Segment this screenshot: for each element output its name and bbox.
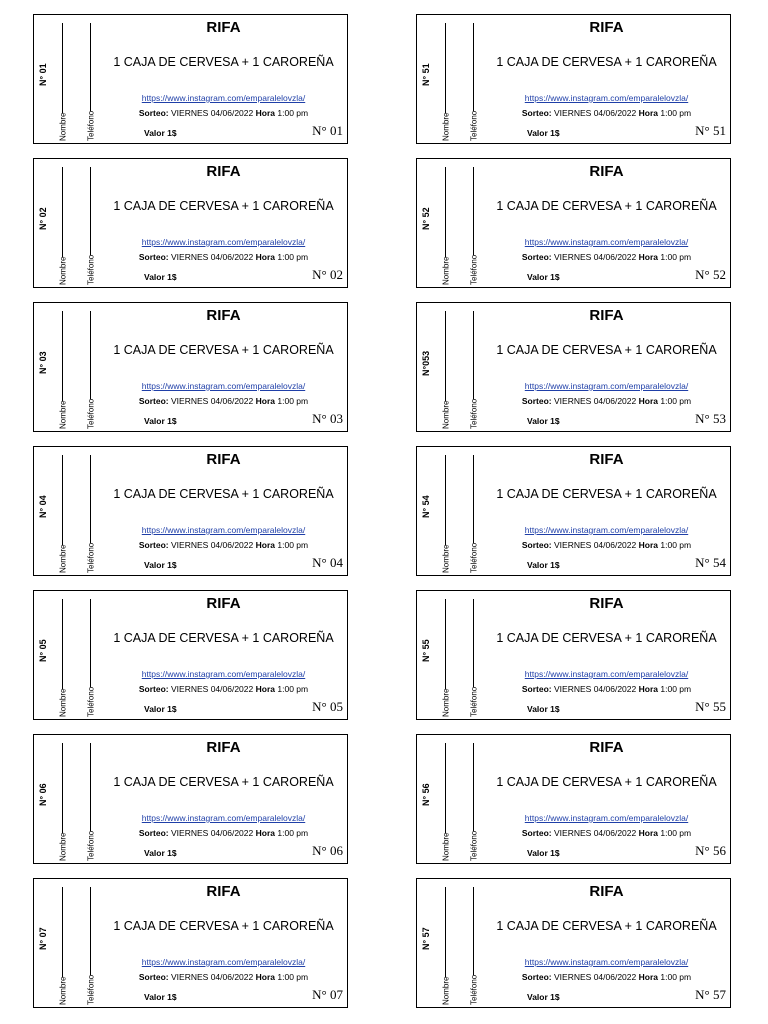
hora-value: 1:00 pm [277, 684, 309, 694]
sorteo-info [487, 828, 726, 838]
ticket-number: N° 54 [695, 555, 726, 570]
stub-number: N° 06 [38, 783, 48, 807]
ticket-prize: 1 CAJA DE CERVESA + 1 CAROREÑA [113, 343, 334, 357]
sorteo-info [104, 684, 343, 694]
sorteo-date: VIERNES 04/06/2022 [171, 540, 254, 550]
sorteo-info [487, 684, 726, 694]
telefono-label: Teléfono [86, 254, 96, 285]
sorteo-label: Sorteo: [521, 252, 552, 262]
instagram-link[interactable]: https://www.instagram.com/emparalelovzla/ [524, 237, 689, 247]
ticket-prize: 1 CAJA DE CERVESA + 1 CAROREÑA [113, 775, 334, 789]
raffle-ticket [416, 590, 731, 720]
sorteo-info [487, 540, 726, 550]
ticket-title: RIFA [206, 883, 241, 900]
ticket-title: RIFA [206, 739, 241, 756]
stub-number: N° 02 [38, 207, 48, 231]
sorteo-label: Sorteo: [138, 684, 169, 694]
sorteo-label: Sorteo: [138, 396, 169, 406]
ticket-price: Valor 1$ [527, 560, 560, 570]
ticket-body [104, 15, 343, 143]
stub-number: N° 07 [38, 927, 48, 951]
ticket-body [104, 879, 343, 1007]
sorteo-date: VIERNES 04/06/2022 [554, 972, 637, 982]
nombre-label: Nombre [58, 544, 68, 573]
ticket-price: Valor 1$ [144, 848, 177, 858]
stub-number: N° 05 [38, 639, 48, 663]
telefono-field [467, 743, 481, 861]
raffle-ticket [33, 14, 348, 144]
raffle-ticket [33, 734, 348, 864]
instagram-link[interactable]: https://www.instagram.com/emparalelovzla/ [141, 93, 306, 103]
ticket-body [104, 303, 343, 431]
instagram-link[interactable]: https://www.instagram.com/emparalelovzla/ [524, 669, 689, 679]
sorteo-label: Sorteo: [521, 540, 552, 550]
telefono-field [467, 311, 481, 429]
hora-label: Hora [638, 972, 658, 982]
ticket-price: Valor 1$ [527, 704, 560, 714]
ticket-prize: 1 CAJA DE CERVESA + 1 CAROREÑA [113, 487, 334, 501]
ticket-prize: 1 CAJA DE CERVESA + 1 CAROREÑA [496, 631, 717, 645]
ticket-number: N° 57 [695, 987, 726, 1002]
sorteo-label: Sorteo: [521, 684, 552, 694]
sorteo-date: VIERNES 04/06/2022 [171, 684, 254, 694]
ticket-price: Valor 1$ [144, 416, 177, 426]
stub-number: N° 04 [38, 495, 48, 519]
instagram-link[interactable]: https://www.instagram.com/emparalelovzla/ [524, 381, 689, 391]
nombre-blank-line [63, 887, 64, 977]
telefono-field [84, 23, 98, 141]
sorteo-info [487, 108, 726, 118]
telefono-label: Teléfono [469, 398, 479, 429]
raffle-ticket [416, 446, 731, 576]
sorteo-date: VIERNES 04/06/2022 [171, 252, 254, 262]
nombre-blank-line [446, 887, 447, 977]
hora-value: 1:00 pm [660, 540, 692, 550]
nombre-blank-line [63, 455, 64, 545]
sorteo-date: VIERNES 04/06/2022 [554, 684, 637, 694]
stub-number: N° 01 [38, 63, 48, 87]
hora-value: 1:00 pm [277, 108, 309, 118]
telefono-blank-line [91, 887, 92, 975]
hora-label: Hora [638, 252, 658, 262]
telefono-label: Teléfono [469, 542, 479, 573]
ticket-number: N° 06 [312, 843, 343, 858]
telefono-field [467, 167, 481, 285]
nombre-blank-line [63, 23, 64, 113]
sorteo-info [104, 540, 343, 550]
ticket-title: RIFA [206, 595, 241, 612]
ticket-number: N° 04 [312, 555, 343, 570]
ticket-prize: 1 CAJA DE CERVESA + 1 CAROREÑA [113, 919, 334, 933]
sorteo-label: Sorteo: [138, 252, 169, 262]
nombre-label: Nombre [441, 544, 451, 573]
ticket-title: RIFA [206, 19, 241, 36]
ticket-number: N° 03 [312, 411, 343, 426]
ticket-body [487, 15, 726, 143]
nombre-field [439, 599, 453, 717]
telefono-blank-line [474, 887, 475, 975]
sorteo-date: VIERNES 04/06/2022 [171, 828, 254, 838]
ticket-title: RIFA [589, 739, 624, 756]
hora-label: Hora [638, 540, 658, 550]
raffle-ticket [33, 446, 348, 576]
ticket-price: Valor 1$ [144, 704, 177, 714]
ticket-title: RIFA [589, 595, 624, 612]
telefono-field [84, 599, 98, 717]
ticket-body [487, 303, 726, 431]
ticket-number: N° 51 [695, 123, 726, 138]
ticket-body [104, 591, 343, 719]
ticket-number: N° 05 [312, 699, 343, 714]
nombre-label: Nombre [441, 688, 451, 717]
hora-label: Hora [638, 396, 658, 406]
hora-label: Hora [255, 684, 275, 694]
sorteo-info [487, 396, 726, 406]
instagram-link[interactable]: https://www.instagram.com/emparalelovzla/ [524, 957, 689, 967]
sorteo-date: VIERNES 04/06/2022 [171, 396, 254, 406]
telefono-blank-line [91, 311, 92, 399]
sorteo-date: VIERNES 04/06/2022 [554, 396, 637, 406]
nombre-blank-line [446, 23, 447, 113]
raffle-ticket [416, 734, 731, 864]
instagram-link[interactable]: https://www.instagram.com/emparalelovzla/ [141, 813, 306, 823]
telefono-blank-line [474, 311, 475, 399]
ticket-prize: 1 CAJA DE CERVESA + 1 CAROREÑA [113, 631, 334, 645]
nombre-label: Nombre [441, 256, 451, 285]
ticket-price: Valor 1$ [527, 272, 560, 282]
stub-number: N° 03 [38, 351, 48, 375]
telefono-label: Teléfono [469, 686, 479, 717]
ticket-body [487, 735, 726, 863]
nombre-label: Nombre [58, 112, 68, 141]
hora-value: 1:00 pm [660, 252, 692, 262]
nombre-blank-line [446, 599, 447, 689]
instagram-link[interactable]: https://www.instagram.com/emparalelovzla/ [141, 957, 306, 967]
nombre-field [439, 455, 453, 573]
ticket-body [104, 735, 343, 863]
ticket-body [487, 591, 726, 719]
hora-label: Hora [255, 972, 275, 982]
telefono-field [467, 887, 481, 1005]
ticket-body [487, 159, 726, 287]
telefono-label: Teléfono [86, 830, 96, 861]
nombre-label: Nombre [58, 832, 68, 861]
nombre-field [439, 167, 453, 285]
hora-value: 1:00 pm [277, 828, 309, 838]
hora-value: 1:00 pm [277, 252, 309, 262]
sorteo-label: Sorteo: [521, 108, 552, 118]
telefono-blank-line [474, 167, 475, 255]
sorteo-info [104, 396, 343, 406]
sorteo-info [104, 828, 343, 838]
sorteo-date: VIERNES 04/06/2022 [554, 828, 637, 838]
ticket-prize: 1 CAJA DE CERVESA + 1 CAROREÑA [496, 775, 717, 789]
ticket-number: N° 56 [695, 843, 726, 858]
ticket-number: N° 01 [312, 123, 343, 138]
ticket-price: Valor 1$ [527, 128, 560, 138]
hora-label: Hora [638, 828, 658, 838]
raffle-ticket [33, 878, 348, 1008]
nombre-label: Nombre [441, 976, 451, 1005]
telefono-blank-line [91, 743, 92, 831]
ticket-price: Valor 1$ [527, 416, 560, 426]
instagram-link[interactable]: https://www.instagram.com/emparalelovzla/ [524, 813, 689, 823]
telefono-blank-line [91, 599, 92, 687]
ticket-price: Valor 1$ [144, 560, 177, 570]
hora-value: 1:00 pm [660, 828, 692, 838]
nombre-field [56, 455, 70, 573]
sorteo-label: Sorteo: [138, 828, 169, 838]
ticket-number: N° 53 [695, 411, 726, 426]
hora-label: Hora [255, 252, 275, 262]
hora-value: 1:00 pm [277, 972, 309, 982]
ticket-prize: 1 CAJA DE CERVESA + 1 CAROREÑA [113, 199, 334, 213]
nombre-field [439, 743, 453, 861]
ticket-prize: 1 CAJA DE CERVESA + 1 CAROREÑA [496, 199, 717, 213]
nombre-label: Nombre [58, 688, 68, 717]
stub-number: N° 54 [421, 495, 431, 519]
telefono-field [467, 23, 481, 141]
ticket-body [104, 447, 343, 575]
sorteo-date: VIERNES 04/06/2022 [554, 252, 637, 262]
telefono-field [467, 599, 481, 717]
telefono-blank-line [474, 455, 475, 543]
stub-number: N° 57 [421, 927, 431, 951]
sorteo-info [487, 252, 726, 262]
raffle-ticket [416, 302, 731, 432]
nombre-field [56, 23, 70, 141]
telefono-label: Teléfono [86, 110, 96, 141]
hora-value: 1:00 pm [277, 540, 309, 550]
nombre-field [56, 743, 70, 861]
ticket-prize: 1 CAJA DE CERVESA + 1 CAROREÑA [496, 487, 717, 501]
nombre-blank-line [63, 743, 64, 833]
nombre-blank-line [446, 311, 447, 401]
hora-label: Hora [255, 828, 275, 838]
nombre-blank-line [63, 599, 64, 689]
ticket-body [487, 879, 726, 1007]
hora-value: 1:00 pm [660, 108, 692, 118]
sorteo-info [104, 972, 343, 982]
stub-number: N° 56 [421, 783, 431, 807]
ticket-title: RIFA [589, 19, 624, 36]
telefono-field [84, 167, 98, 285]
raffle-ticket [33, 302, 348, 432]
hora-value: 1:00 pm [277, 396, 309, 406]
nombre-field [439, 311, 453, 429]
nombre-label: Nombre [58, 400, 68, 429]
nombre-blank-line [63, 311, 64, 401]
telefono-label: Teléfono [469, 254, 479, 285]
telefono-label: Teléfono [469, 830, 479, 861]
hora-label: Hora [638, 108, 658, 118]
telefono-label: Teléfono [86, 974, 96, 1005]
nombre-blank-line [446, 455, 447, 545]
hora-label: Hora [255, 108, 275, 118]
sorteo-label: Sorteo: [521, 396, 552, 406]
sorteo-label: Sorteo: [138, 108, 169, 118]
nombre-label: Nombre [441, 832, 451, 861]
sorteo-date: VIERNES 04/06/2022 [171, 108, 254, 118]
nombre-field [439, 887, 453, 1005]
ticket-title: RIFA [589, 163, 624, 180]
instagram-link[interactable]: https://www.instagram.com/emparalelovzla/ [524, 93, 689, 103]
ticket-title: RIFA [589, 307, 624, 324]
hora-value: 1:00 pm [660, 972, 692, 982]
telefono-blank-line [474, 599, 475, 687]
ticket-title: RIFA [589, 883, 624, 900]
raffle-ticket [33, 158, 348, 288]
raffle-ticket [416, 14, 731, 144]
nombre-field [56, 887, 70, 1005]
telefono-blank-line [474, 743, 475, 831]
sorteo-label: Sorteo: [521, 972, 552, 982]
telefono-blank-line [91, 455, 92, 543]
nombre-field [56, 599, 70, 717]
sorteo-date: VIERNES 04/06/2022 [554, 540, 637, 550]
nombre-label: Nombre [441, 400, 451, 429]
stub-number: N° 55 [421, 639, 431, 663]
ticket-title: RIFA [206, 163, 241, 180]
nombre-blank-line [446, 167, 447, 257]
nombre-field [439, 23, 453, 141]
telefono-field [467, 455, 481, 573]
telefono-label: Teléfono [86, 686, 96, 717]
telefono-blank-line [474, 23, 475, 111]
ticket-title: RIFA [589, 451, 624, 468]
nombre-label: Nombre [58, 256, 68, 285]
telefono-label: Teléfono [469, 110, 479, 141]
ticket-price: Valor 1$ [144, 272, 177, 282]
sorteo-info [104, 108, 343, 118]
instagram-link[interactable]: https://www.instagram.com/emparalelovzla/ [141, 381, 306, 391]
hora-label: Hora [638, 684, 658, 694]
ticket-price: Valor 1$ [527, 992, 560, 1002]
nombre-field [56, 311, 70, 429]
nombre-label: Nombre [58, 976, 68, 1005]
telefono-label: Teléfono [469, 974, 479, 1005]
ticket-body [104, 159, 343, 287]
ticket-number: N° 55 [695, 699, 726, 714]
sorteo-date: VIERNES 04/06/2022 [171, 972, 254, 982]
ticket-number: N° 52 [695, 267, 726, 282]
sorteo-info [487, 972, 726, 982]
raffle-ticket [416, 158, 731, 288]
ticket-body [487, 447, 726, 575]
telefono-label: Teléfono [86, 398, 96, 429]
ticket-number: N° 07 [312, 987, 343, 1002]
ticket-price: Valor 1$ [527, 848, 560, 858]
instagram-link[interactable]: https://www.instagram.com/emparalelovzla/ [141, 237, 306, 247]
nombre-blank-line [446, 743, 447, 833]
telefono-label: Teléfono [86, 542, 96, 573]
ticket-prize: 1 CAJA DE CERVESA + 1 CAROREÑA [496, 343, 717, 357]
hora-label: Hora [255, 540, 275, 550]
instagram-link[interactable]: https://www.instagram.com/emparalelovzla/ [524, 525, 689, 535]
nombre-field [56, 167, 70, 285]
hora-value: 1:00 pm [660, 396, 692, 406]
sorteo-label: Sorteo: [138, 972, 169, 982]
instagram-link[interactable]: https://www.instagram.com/emparalelovzla/ [141, 525, 306, 535]
ticket-price: Valor 1$ [144, 128, 177, 138]
ticket-prize: 1 CAJA DE CERVESA + 1 CAROREÑA [496, 919, 717, 933]
stub-number: N°053 [421, 350, 431, 376]
nombre-label: Nombre [441, 112, 451, 141]
telefono-field [84, 311, 98, 429]
ticket-number: N° 02 [312, 267, 343, 282]
ticket-prize: 1 CAJA DE CERVESA + 1 CAROREÑA [113, 55, 334, 69]
stub-number: N° 52 [421, 207, 431, 231]
ticket-title: RIFA [206, 451, 241, 468]
telefono-field [84, 743, 98, 861]
stub-number: N° 51 [421, 63, 431, 87]
ticket-price: Valor 1$ [144, 992, 177, 1002]
raffle-ticket [416, 878, 731, 1008]
raffle-ticket [33, 590, 348, 720]
sorteo-label: Sorteo: [521, 828, 552, 838]
ticket-prize: 1 CAJA DE CERVESA + 1 CAROREÑA [496, 55, 717, 69]
sorteo-label: Sorteo: [138, 540, 169, 550]
telefono-field [84, 887, 98, 1005]
ticket-title: RIFA [206, 307, 241, 324]
hora-label: Hora [255, 396, 275, 406]
telefono-blank-line [91, 23, 92, 111]
sorteo-info [104, 252, 343, 262]
hora-value: 1:00 pm [660, 684, 692, 694]
nombre-blank-line [63, 167, 64, 257]
telefono-field [84, 455, 98, 573]
telefono-blank-line [91, 167, 92, 255]
sorteo-date: VIERNES 04/06/2022 [554, 108, 637, 118]
instagram-link[interactable]: https://www.instagram.com/emparalelovzla/ [141, 669, 306, 679]
